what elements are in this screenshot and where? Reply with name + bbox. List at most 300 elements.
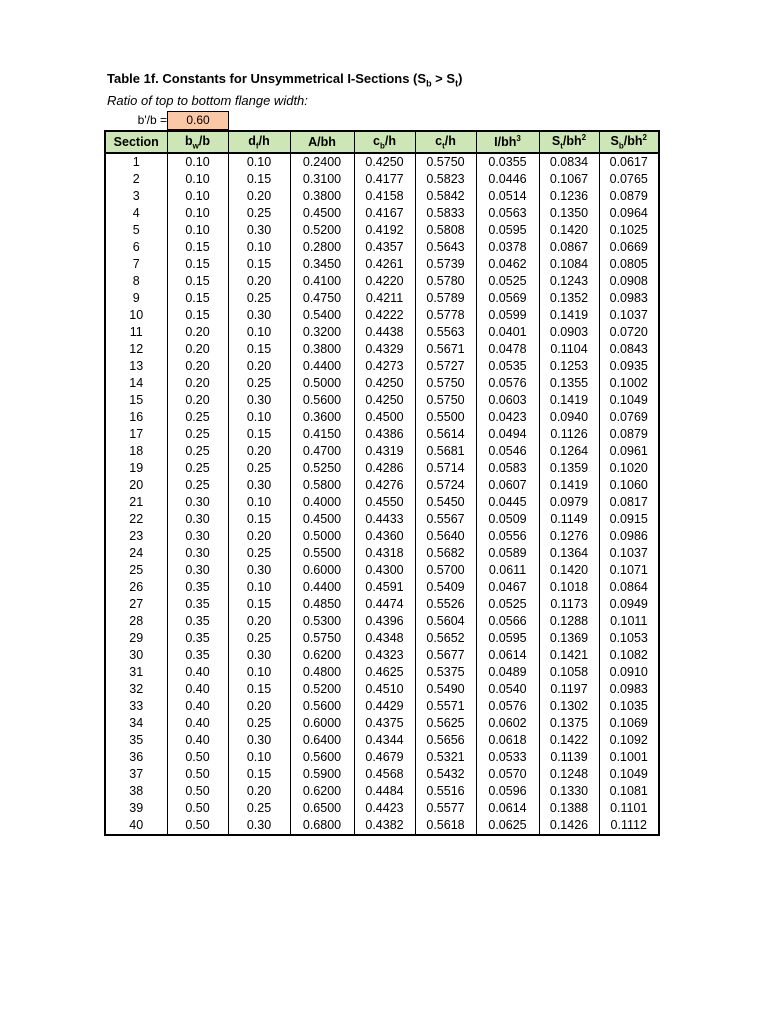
table-cell[interactable]: 0.10 [167, 188, 228, 205]
table-cell[interactable]: 0.0979 [539, 494, 599, 511]
table-cell[interactable]: 0.1276 [539, 528, 599, 545]
table-cell[interactable]: 0.0935 [599, 358, 659, 375]
table-cell[interactable]: 0.30 [228, 307, 290, 324]
table-cell[interactable]: 0.15 [228, 681, 290, 698]
table-cell[interactable]: 0.4250 [354, 375, 415, 392]
table-cell[interactable]: 0.10 [228, 664, 290, 681]
table-cell[interactable]: 0.4400 [290, 579, 354, 596]
table-cell[interactable]: 0.1112 [599, 817, 659, 835]
table-cell[interactable]: 0.15 [228, 426, 290, 443]
table-cell[interactable]: 0.25 [167, 477, 228, 494]
table-cell[interactable]: 0.10 [228, 409, 290, 426]
table-cell[interactable]: 0.5808 [415, 222, 476, 239]
section-number-cell[interactable]: 10 [105, 307, 167, 324]
table-cell[interactable]: 0.0607 [476, 477, 539, 494]
table-cell[interactable]: 0.50 [167, 817, 228, 835]
table-cell[interactable]: 0.30 [228, 732, 290, 749]
section-number-cell[interactable]: 19 [105, 460, 167, 477]
table-cell[interactable]: 0.1071 [599, 562, 659, 579]
table-cell[interactable]: 0.1369 [539, 630, 599, 647]
table-cell[interactable]: 0.20 [167, 341, 228, 358]
table-cell[interactable]: 0.30 [167, 562, 228, 579]
section-number-cell[interactable]: 30 [105, 647, 167, 664]
table-cell[interactable]: 0.20 [228, 613, 290, 630]
table-cell[interactable]: 0.5727 [415, 358, 476, 375]
table-cell[interactable]: 0.25 [228, 715, 290, 732]
table-cell[interactable]: 0.4438 [354, 324, 415, 341]
table-cell[interactable]: 0.5321 [415, 749, 476, 766]
table-cell[interactable]: 0.15 [228, 766, 290, 783]
table-cell[interactable]: 0.1025 [599, 222, 659, 239]
table-cell[interactable]: 0.4386 [354, 426, 415, 443]
table-cell[interactable]: 0.4222 [354, 307, 415, 324]
table-cell[interactable]: 0.0569 [476, 290, 539, 307]
table-cell[interactable]: 0.5450 [415, 494, 476, 511]
table-cell[interactable]: 0.0864 [599, 579, 659, 596]
table-cell[interactable]: 0.10 [167, 171, 228, 188]
table-cell[interactable]: 0.5780 [415, 273, 476, 290]
table-cell[interactable]: 0.6000 [290, 715, 354, 732]
section-number-cell[interactable]: 27 [105, 596, 167, 613]
table-cell[interactable]: 0.0765 [599, 171, 659, 188]
table-cell[interactable]: 0.15 [228, 596, 290, 613]
section-number-cell[interactable]: 11 [105, 324, 167, 341]
table-cell[interactable]: 0.0489 [476, 664, 539, 681]
table-cell[interactable]: 0.5800 [290, 477, 354, 494]
table-cell[interactable]: 0.5823 [415, 171, 476, 188]
section-number-cell[interactable]: 25 [105, 562, 167, 579]
table-cell[interactable]: 0.5432 [415, 766, 476, 783]
table-cell[interactable]: 0.6400 [290, 732, 354, 749]
table-cell[interactable]: 0.5900 [290, 766, 354, 783]
table-cell[interactable]: 0.0611 [476, 562, 539, 579]
table-cell[interactable]: 0.5681 [415, 443, 476, 460]
table-cell[interactable]: 0.1053 [599, 630, 659, 647]
table-cell[interactable]: 0.1288 [539, 613, 599, 630]
table-cell[interactable]: 0.4323 [354, 647, 415, 664]
table-cell[interactable]: 0.20 [228, 698, 290, 715]
table-cell[interactable]: 0.4568 [354, 766, 415, 783]
table-cell[interactable]: 0.0514 [476, 188, 539, 205]
table-cell[interactable]: 0.4550 [354, 494, 415, 511]
table-cell[interactable]: 0.20 [167, 358, 228, 375]
table-cell[interactable]: 0.5300 [290, 613, 354, 630]
table-cell[interactable]: 0.35 [167, 647, 228, 664]
section-number-cell[interactable]: 12 [105, 341, 167, 358]
table-cell[interactable]: 0.4220 [354, 273, 415, 290]
table-cell[interactable]: 0.5614 [415, 426, 476, 443]
table-cell[interactable]: 0.1018 [539, 579, 599, 596]
table-cell[interactable]: 0.20 [228, 783, 290, 800]
table-cell[interactable]: 0.5577 [415, 800, 476, 817]
table-cell[interactable]: 0.1359 [539, 460, 599, 477]
table-cell[interactable]: 0.30 [167, 511, 228, 528]
table-cell[interactable]: 0.5604 [415, 613, 476, 630]
table-cell[interactable]: 0.20 [167, 392, 228, 409]
table-cell[interactable]: 0.1084 [539, 256, 599, 273]
table-cell[interactable]: 0.0625 [476, 817, 539, 835]
table-cell[interactable]: 0.0983 [599, 681, 659, 698]
table-cell[interactable]: 0.1101 [599, 800, 659, 817]
section-number-cell[interactable]: 40 [105, 817, 167, 835]
table-cell[interactable]: 0.0556 [476, 528, 539, 545]
table-cell[interactable]: 0.4850 [290, 596, 354, 613]
table-cell[interactable]: 0.1001 [599, 749, 659, 766]
section-number-cell[interactable]: 38 [105, 783, 167, 800]
table-cell[interactable]: 0.1236 [539, 188, 599, 205]
table-cell[interactable]: 0.4318 [354, 545, 415, 562]
table-cell[interactable]: 0.3200 [290, 324, 354, 341]
section-number-cell[interactable]: 17 [105, 426, 167, 443]
table-cell[interactable]: 0.1139 [539, 749, 599, 766]
section-number-cell[interactable]: 8 [105, 273, 167, 290]
table-cell[interactable]: 0.0614 [476, 647, 539, 664]
table-cell[interactable]: 0.5600 [290, 698, 354, 715]
table-cell[interactable]: 0.5677 [415, 647, 476, 664]
table-cell[interactable]: 0.0570 [476, 766, 539, 783]
table-cell[interactable]: 0.4591 [354, 579, 415, 596]
table-cell[interactable]: 0.4211 [354, 290, 415, 307]
table-cell[interactable]: 0.6800 [290, 817, 354, 835]
section-number-cell[interactable]: 6 [105, 239, 167, 256]
table-cell[interactable]: 0.4177 [354, 171, 415, 188]
table-cell[interactable]: 0.5526 [415, 596, 476, 613]
table-cell[interactable]: 0.5750 [290, 630, 354, 647]
table-cell[interactable]: 0.5563 [415, 324, 476, 341]
table-cell[interactable]: 0.25 [167, 460, 228, 477]
table-cell[interactable]: 0.0940 [539, 409, 599, 426]
table-cell[interactable]: 0.5375 [415, 664, 476, 681]
section-number-cell[interactable]: 21 [105, 494, 167, 511]
table-cell[interactable]: 0.0867 [539, 239, 599, 256]
table-cell[interactable]: 0.30 [167, 528, 228, 545]
table-cell[interactable]: 0.4329 [354, 341, 415, 358]
table-cell[interactable]: 0.1020 [599, 460, 659, 477]
table-cell[interactable]: 0.10 [228, 153, 290, 171]
table-cell[interactable]: 0.3800 [290, 341, 354, 358]
table-cell[interactable]: 0.20 [228, 443, 290, 460]
table-cell[interactable]: 0.1419 [539, 392, 599, 409]
table-cell[interactable]: 0.5714 [415, 460, 476, 477]
table-cell[interactable]: 0.1011 [599, 613, 659, 630]
table-cell[interactable]: 0.4360 [354, 528, 415, 545]
table-cell[interactable]: 0.1421 [539, 647, 599, 664]
table-cell[interactable]: 0.25 [167, 426, 228, 443]
table-cell[interactable]: 0.50 [167, 783, 228, 800]
section-number-cell[interactable]: 20 [105, 477, 167, 494]
table-cell[interactable]: 0.5409 [415, 579, 476, 596]
section-number-cell[interactable]: 2 [105, 171, 167, 188]
table-cell[interactable]: 0.1002 [599, 375, 659, 392]
table-cell[interactable]: 0.35 [167, 596, 228, 613]
table-cell[interactable]: 0.1049 [599, 392, 659, 409]
section-number-cell[interactable]: 13 [105, 358, 167, 375]
table-cell[interactable]: 0.15 [167, 273, 228, 290]
table-cell[interactable]: 0.1375 [539, 715, 599, 732]
table-cell[interactable]: 0.6000 [290, 562, 354, 579]
table-cell[interactable]: 0.25 [228, 800, 290, 817]
section-number-cell[interactable]: 4 [105, 205, 167, 222]
table-cell[interactable]: 0.10 [228, 324, 290, 341]
header-a-bh[interactable]: A/bh [290, 131, 354, 153]
table-cell[interactable]: 0.4800 [290, 664, 354, 681]
table-cell[interactable]: 0.0546 [476, 443, 539, 460]
table-cell[interactable]: 0.0494 [476, 426, 539, 443]
table-cell[interactable]: 0.4192 [354, 222, 415, 239]
table-cell[interactable]: 0.1104 [539, 341, 599, 358]
table-cell[interactable]: 0.0401 [476, 324, 539, 341]
table-cell[interactable]: 0.1126 [539, 426, 599, 443]
table-cell[interactable]: 0.40 [167, 664, 228, 681]
table-cell[interactable]: 0.3450 [290, 256, 354, 273]
table-cell[interactable]: 0.0669 [599, 239, 659, 256]
table-cell[interactable]: 0.1422 [539, 732, 599, 749]
table-cell[interactable]: 0.25 [228, 460, 290, 477]
table-cell[interactable]: 0.6200 [290, 783, 354, 800]
table-cell[interactable]: 0.3100 [290, 171, 354, 188]
section-number-cell[interactable]: 7 [105, 256, 167, 273]
table-cell[interactable]: 0.4382 [354, 817, 415, 835]
table-cell[interactable]: 0.4500 [290, 511, 354, 528]
table-cell[interactable]: 0.1149 [539, 511, 599, 528]
table-cell[interactable]: 0.0446 [476, 171, 539, 188]
table-cell[interactable]: 0.40 [167, 681, 228, 698]
table-cell[interactable]: 0.0535 [476, 358, 539, 375]
table-cell[interactable]: 0.5682 [415, 545, 476, 562]
table-cell[interactable]: 0.1355 [539, 375, 599, 392]
table-cell[interactable]: 0.5656 [415, 732, 476, 749]
table-cell[interactable]: 0.4484 [354, 783, 415, 800]
table-cell[interactable]: 0.0540 [476, 681, 539, 698]
table-cell[interactable]: 0.4250 [354, 153, 415, 171]
table-cell[interactable]: 0.40 [167, 698, 228, 715]
table-cell[interactable]: 0.0462 [476, 256, 539, 273]
table-cell[interactable]: 0.0478 [476, 341, 539, 358]
table-cell[interactable]: 0.0805 [599, 256, 659, 273]
table-cell[interactable]: 0.4474 [354, 596, 415, 613]
section-number-cell[interactable]: 15 [105, 392, 167, 409]
table-cell[interactable]: 0.0843 [599, 341, 659, 358]
table-cell[interactable]: 0.20 [228, 188, 290, 205]
table-cell[interactable]: 0.25 [167, 443, 228, 460]
table-cell[interactable]: 0.4348 [354, 630, 415, 647]
table-cell[interactable]: 0.0961 [599, 443, 659, 460]
table-cell[interactable]: 0.0817 [599, 494, 659, 511]
table-cell[interactable]: 0.5789 [415, 290, 476, 307]
table-cell[interactable]: 0.5000 [290, 528, 354, 545]
table-cell[interactable]: 0.6200 [290, 647, 354, 664]
section-number-cell[interactable]: 5 [105, 222, 167, 239]
table-cell[interactable]: 0.1049 [599, 766, 659, 783]
table-cell[interactable]: 0.35 [167, 613, 228, 630]
table-cell[interactable]: 0.20 [167, 324, 228, 341]
table-cell[interactable]: 0.0908 [599, 273, 659, 290]
table-cell[interactable]: 0.0618 [476, 732, 539, 749]
section-number-cell[interactable]: 16 [105, 409, 167, 426]
header-cb-h[interactable]: $c_b/h$ [354, 131, 415, 153]
table-cell[interactable]: 0.4679 [354, 749, 415, 766]
table-cell[interactable]: 0.1419 [539, 307, 599, 324]
table-cell[interactable]: 0.2800 [290, 239, 354, 256]
table-cell[interactable]: 0.4273 [354, 358, 415, 375]
table-cell[interactable]: 0.1364 [539, 545, 599, 562]
table-cell[interactable]: 0.5200 [290, 222, 354, 239]
table-cell[interactable]: 0.5600 [290, 392, 354, 409]
table-cell[interactable]: 0.6500 [290, 800, 354, 817]
table-cell[interactable]: 0.0467 [476, 579, 539, 596]
table-cell[interactable]: 0.3800 [290, 188, 354, 205]
table-cell[interactable]: 0.4400 [290, 358, 354, 375]
table-cell[interactable]: 0.1197 [539, 681, 599, 698]
table-cell[interactable]: 0.4158 [354, 188, 415, 205]
table-cell[interactable]: 0.1081 [599, 783, 659, 800]
section-number-cell[interactable]: 31 [105, 664, 167, 681]
table-cell[interactable]: 0.4700 [290, 443, 354, 460]
table-cell[interactable]: 0.1037 [599, 307, 659, 324]
table-cell[interactable]: 0.50 [167, 749, 228, 766]
table-cell[interactable]: 0.1248 [539, 766, 599, 783]
table-cell[interactable]: 0.10 [167, 222, 228, 239]
table-cell[interactable]: 0.20 [228, 273, 290, 290]
table-cell[interactable]: 0.0879 [599, 426, 659, 443]
table-cell[interactable]: 0.1426 [539, 817, 599, 835]
table-cell[interactable]: 0.5739 [415, 256, 476, 273]
table-cell[interactable]: 0.0964 [599, 205, 659, 222]
section-number-cell[interactable]: 32 [105, 681, 167, 698]
table-cell[interactable]: 0.0614 [476, 800, 539, 817]
table-cell[interactable]: 0.3600 [290, 409, 354, 426]
table-cell[interactable]: 0.4150 [290, 426, 354, 443]
table-cell[interactable]: 0.5571 [415, 698, 476, 715]
table-cell[interactable]: 0.0720 [599, 324, 659, 341]
table-cell[interactable]: 0.4510 [354, 681, 415, 698]
section-number-cell[interactable]: 28 [105, 613, 167, 630]
table-cell[interactable]: 0.0915 [599, 511, 659, 528]
table-cell[interactable]: 0.5842 [415, 188, 476, 205]
table-cell[interactable]: 0.5750 [415, 392, 476, 409]
table-cell[interactable]: 0.1419 [539, 477, 599, 494]
table-cell[interactable]: 0.0603 [476, 392, 539, 409]
table-cell[interactable]: 0.0910 [599, 664, 659, 681]
table-cell[interactable]: 0.5625 [415, 715, 476, 732]
section-number-cell[interactable]: 23 [105, 528, 167, 545]
table-cell[interactable]: 0.50 [167, 766, 228, 783]
table-cell[interactable]: 0.0378 [476, 239, 539, 256]
table-cell[interactable]: 0.0583 [476, 460, 539, 477]
table-cell[interactable]: 0.5671 [415, 341, 476, 358]
section-number-cell[interactable]: 26 [105, 579, 167, 596]
table-cell[interactable]: 0.1420 [539, 222, 599, 239]
table-cell[interactable]: 0.30 [228, 562, 290, 579]
table-cell[interactable]: 0.20 [228, 528, 290, 545]
table-cell[interactable]: 0.5567 [415, 511, 476, 528]
table-cell[interactable]: 0.0879 [599, 188, 659, 205]
header-bw-b[interactable]: $b_w/b$ [167, 131, 228, 153]
table-cell[interactable]: 0.5652 [415, 630, 476, 647]
table-cell[interactable]: 0.0983 [599, 290, 659, 307]
section-number-cell[interactable]: 1 [105, 153, 167, 171]
table-cell[interactable]: 0.1243 [539, 273, 599, 290]
table-cell[interactable]: 0.10 [167, 205, 228, 222]
table-cell[interactable]: 0.0986 [599, 528, 659, 545]
section-number-cell[interactable]: 36 [105, 749, 167, 766]
section-number-cell[interactable]: 18 [105, 443, 167, 460]
table-cell[interactable]: 0.15 [228, 256, 290, 273]
table-cell[interactable]: 0.1037 [599, 545, 659, 562]
table-cell[interactable]: 0.1082 [599, 647, 659, 664]
table-cell[interactable]: 0.0949 [599, 596, 659, 613]
section-number-cell[interactable]: 34 [105, 715, 167, 732]
table-cell[interactable]: 0.4344 [354, 732, 415, 749]
table-cell[interactable]: 0.4433 [354, 511, 415, 528]
table-cell[interactable]: 0.4286 [354, 460, 415, 477]
table-cell[interactable]: 0.4100 [290, 273, 354, 290]
table-cell[interactable]: 0.4261 [354, 256, 415, 273]
table-cell[interactable]: 0.5600 [290, 749, 354, 766]
table-cell[interactable]: 0.5000 [290, 375, 354, 392]
table-cell[interactable]: 0.25 [167, 409, 228, 426]
table-cell[interactable]: 0.1350 [539, 205, 599, 222]
table-cell[interactable]: 0.30 [228, 222, 290, 239]
flange-ratio-value-cell[interactable]: 0.60 [167, 111, 229, 130]
table-cell[interactable]: 0.5750 [415, 375, 476, 392]
table-cell[interactable]: 0.25 [228, 290, 290, 307]
table-cell[interactable]: 0.5500 [415, 409, 476, 426]
table-cell[interactable]: 0.30 [228, 392, 290, 409]
table-cell[interactable]: 0.5640 [415, 528, 476, 545]
table-cell[interactable]: 0.30 [167, 545, 228, 562]
table-cell[interactable]: 0.25 [228, 545, 290, 562]
table-cell[interactable]: 0.0617 [599, 153, 659, 171]
table-cell[interactable]: 0.30 [228, 477, 290, 494]
table-cell[interactable]: 0.4300 [354, 562, 415, 579]
table-cell[interactable]: 0.30 [228, 817, 290, 835]
table-cell[interactable]: 0.4167 [354, 205, 415, 222]
table-cell[interactable]: 0.40 [167, 732, 228, 749]
table-cell[interactable]: 0.0595 [476, 630, 539, 647]
table-cell[interactable]: 0.0599 [476, 307, 539, 324]
table-cell[interactable]: 0.0566 [476, 613, 539, 630]
table-cell[interactable]: 0.4625 [354, 664, 415, 681]
table-cell[interactable]: 0.4357 [354, 239, 415, 256]
header-section[interactable]: Section [105, 131, 167, 153]
table-cell[interactable]: 0.0533 [476, 749, 539, 766]
table-cell[interactable]: 0.25 [228, 630, 290, 647]
table-cell[interactable]: 0.20 [167, 375, 228, 392]
table-cell[interactable]: 0.0589 [476, 545, 539, 562]
table-cell[interactable]: 0.4250 [354, 392, 415, 409]
table-cell[interactable]: 0.25 [228, 205, 290, 222]
table-cell[interactable]: 0.4000 [290, 494, 354, 511]
table-cell[interactable]: 0.0576 [476, 698, 539, 715]
table-cell[interactable]: 0.4396 [354, 613, 415, 630]
table-cell[interactable]: 0.0595 [476, 222, 539, 239]
table-cell[interactable]: 0.5618 [415, 817, 476, 835]
table-cell[interactable]: 0.1420 [539, 562, 599, 579]
table-cell[interactable]: 0.1253 [539, 358, 599, 375]
table-cell[interactable]: 0.4750 [290, 290, 354, 307]
table-cell[interactable]: 0.15 [167, 239, 228, 256]
header-df-h[interactable]: $d_f/h$ [228, 131, 290, 153]
section-number-cell[interactable]: 14 [105, 375, 167, 392]
table-cell[interactable]: 0.4429 [354, 698, 415, 715]
table-cell[interactable]: 0.0525 [476, 596, 539, 613]
table-cell[interactable]: 0.25 [228, 375, 290, 392]
table-cell[interactable]: 0.0903 [539, 324, 599, 341]
table-cell[interactable]: 0.5400 [290, 307, 354, 324]
table-cell[interactable]: 0.15 [167, 290, 228, 307]
table-cell[interactable]: 0.15 [167, 256, 228, 273]
